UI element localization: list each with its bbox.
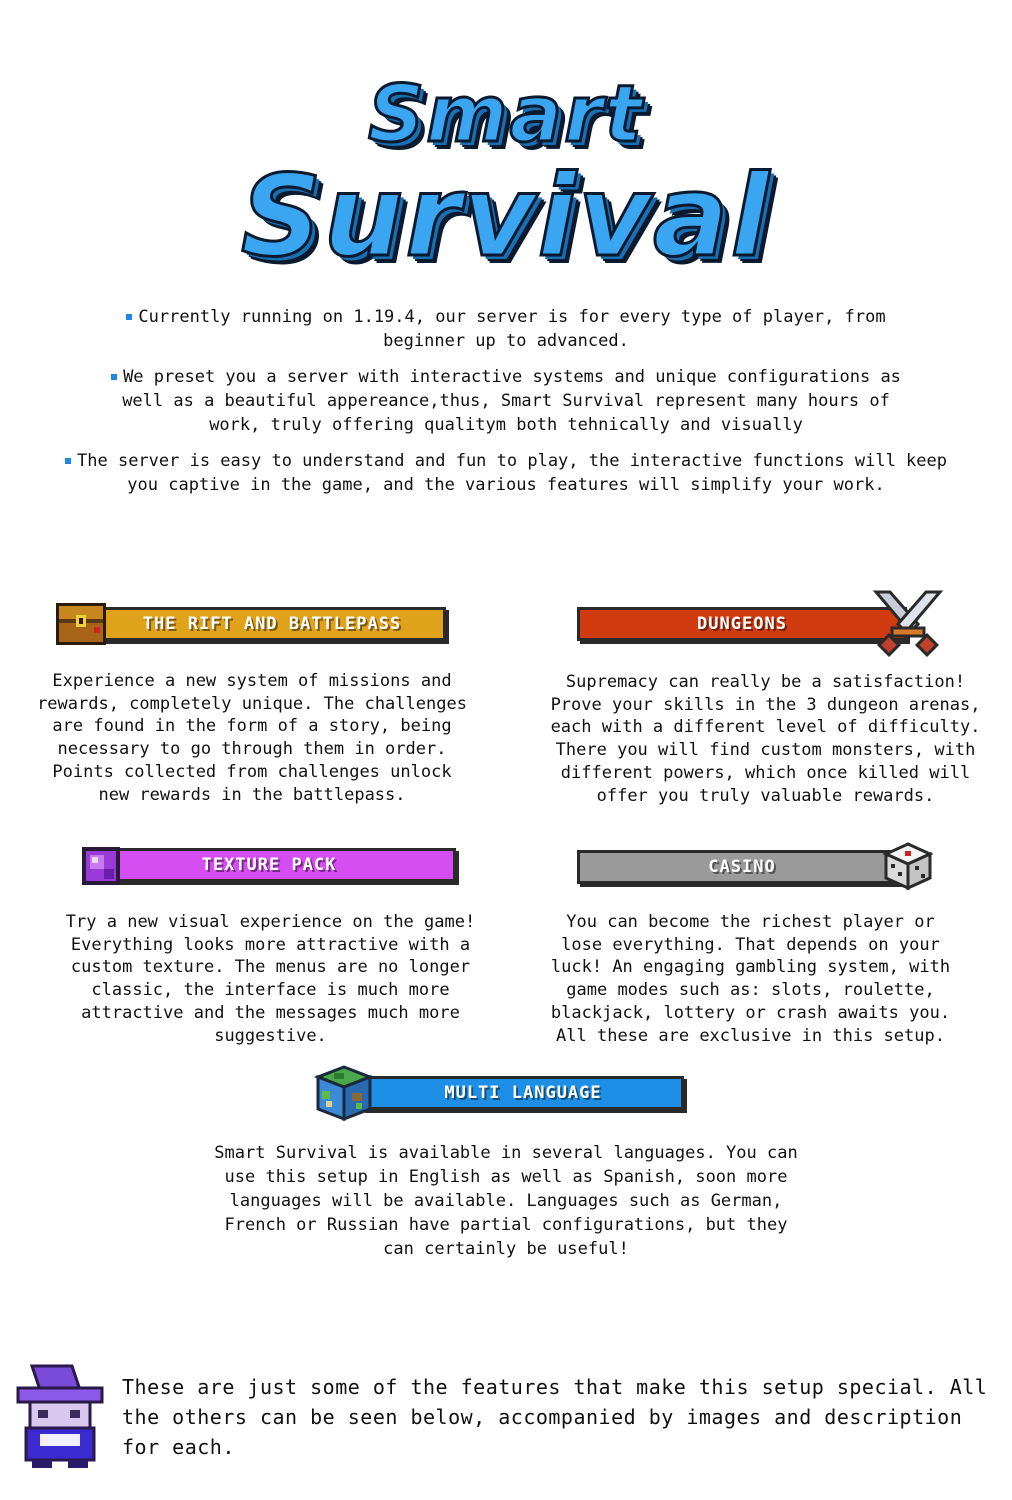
rift-banner <box>58 607 446 641</box>
intro-paragraph: We preset you a server with interactive systems and unique configurations as well as a beautiful appereance,thus, Smart Survival represent many hours of work, truly offering qualitym both tehnically and visually <box>40 365 972 437</box>
wizard-character-icon <box>10 1362 110 1472</box>
intro-section <box>40 305 972 509</box>
dungeons-banner <box>577 607 907 641</box>
rift-banner-title: THE RIFT AND BATTLEPASS <box>142 614 402 634</box>
bullet-icon <box>126 314 132 320</box>
dungeons-banner-title: DUNGEONS <box>697 614 787 634</box>
dice-icon <box>882 840 934 892</box>
rift-description: Experience a new system of missions and rewards, completely unique. The challenges are found in the form of a story, being necessary to go through them in order. Points collected from challenges unlock new rewards in the battlepass. <box>37 671 467 805</box>
language-description: Smart Survival is available in several languages. You can use this setup in English as well as Spanish, soon more languages will be available. Languages such as German, French or Russian have partial configurations, but they can certainly be useful! <box>214 1143 798 1259</box>
texture-banner <box>82 848 456 882</box>
casino-description: You can become the richest player or lose everything. That depends on your luck! An engaging gambling system, with game modes such as: slots, roulette, blackjack, lottery or crash awaits you. All these are exclusive in this setup. <box>550 912 951 1046</box>
bullet-icon <box>111 374 117 380</box>
language-banner <box>362 1076 684 1110</box>
bullet-icon <box>65 458 71 464</box>
amethyst-gem-icon <box>78 843 124 889</box>
logo <box>0 70 1012 280</box>
crossed-swords-icon <box>870 588 946 658</box>
treasure-chest-icon <box>54 601 108 647</box>
globe-block-icon <box>312 1063 376 1123</box>
logo-line-2: Survival <box>240 152 771 282</box>
intro-paragraph: The server is easy to understand and fun to play, the interactive functions will keep you captive in the game, and the various features will simplify your work. <box>40 449 972 497</box>
texture-banner-title: TEXTURE PACK <box>201 855 337 875</box>
casino-banner-title: CASINO <box>708 857 776 877</box>
dungeons-description: Supremacy can really be a satisfaction! Prove your skills in the 3 dungeon arenas, each with a different level of difficulty. There you will find custom monsters, with different powers, which once killed will offer you truly valuable rewards. <box>550 672 981 806</box>
language-banner-title: MULTI LANGUAGE <box>444 1083 602 1103</box>
footer-text: These are just some of the features that make this setup special. All the others can be seen below, accompanied by images and description for each. <box>122 1375 988 1459</box>
casino-banner <box>577 850 907 884</box>
intro-paragraph: Currently running on 1.19.4, our server is for every type of player, from beginner up to advanced. <box>40 305 972 353</box>
texture-description: Try a new visual experience on the game! Everything looks more attractive with a custom texture. The menus are no longer classic, the interface is much more attractive and the messages much more suggestive. <box>65 912 476 1046</box>
logo-line-1: Smart <box>368 70 644 160</box>
